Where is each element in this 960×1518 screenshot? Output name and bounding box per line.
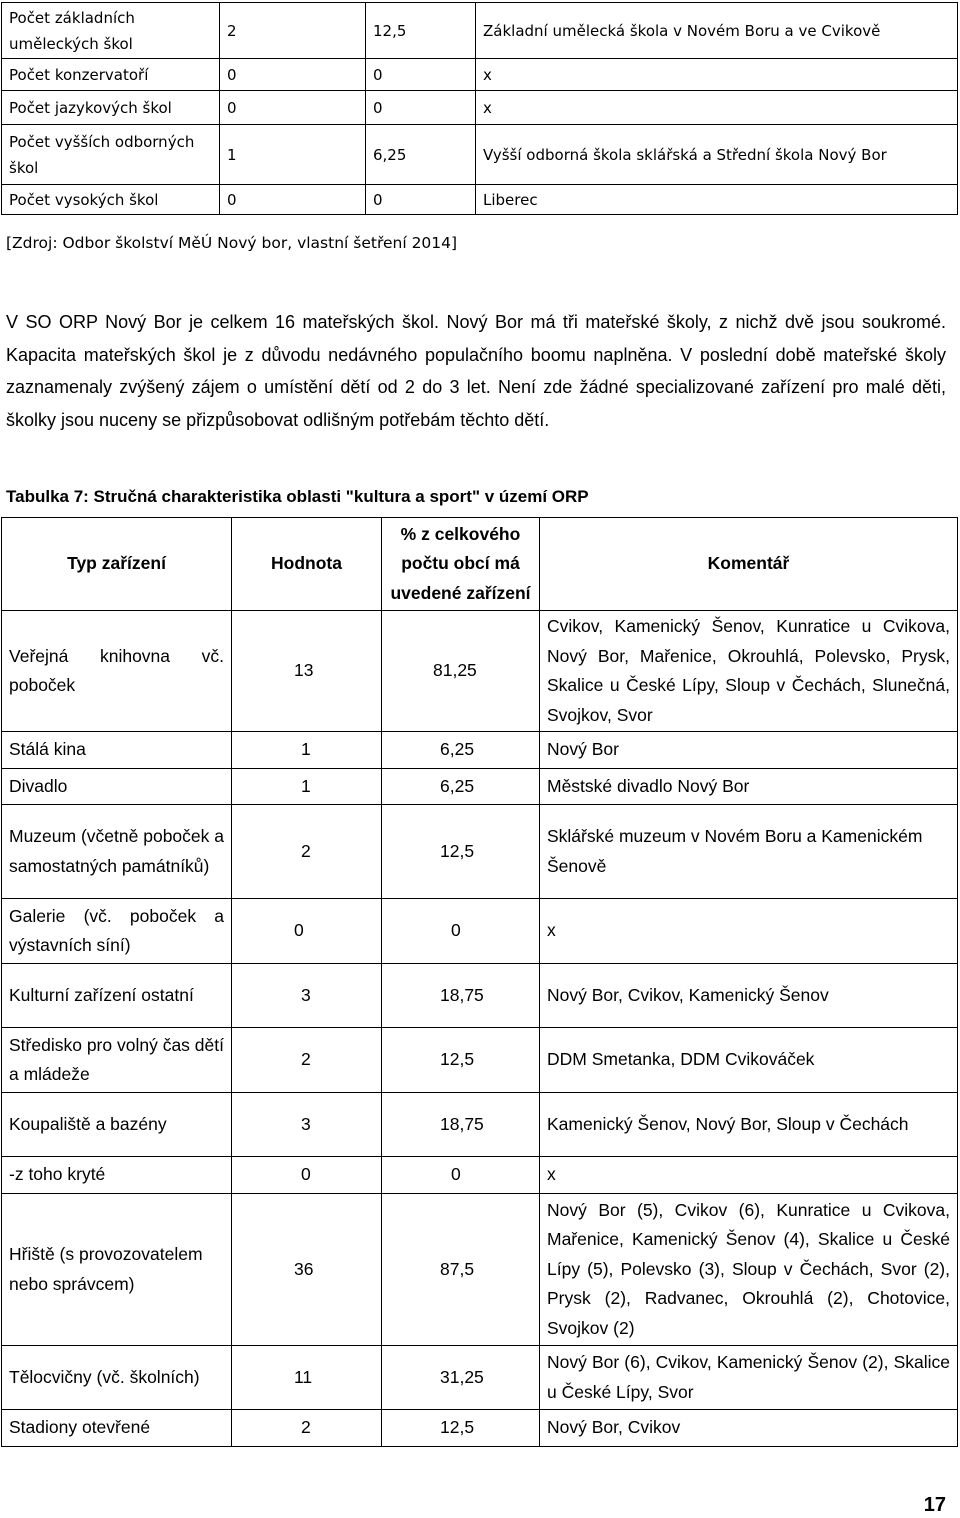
table-row (2, 125, 958, 185)
row-comment: Nový Bor, Cvikov (540, 1410, 958, 1447)
schools-table (1, 2, 958, 215)
culture-sport-table (1, 517, 958, 1447)
header-value: Hodnota (232, 518, 382, 611)
row-comment: Městské divadlo Nový Bor (540, 769, 958, 805)
row-type: Tělocvičny (vč. školních) (2, 1346, 232, 1410)
row-label: Počet vyšších odborných škol (2, 125, 220, 185)
row-type: Veřejná knihovna vč. poboček (2, 611, 232, 732)
row-comment: Vyšší odborná škola sklářská a Střední škola Nový Bor (476, 125, 958, 185)
row-comment: Nový Bor (540, 732, 958, 769)
row-comment: Kamenický Šenov, Nový Bor, Sloup v Čechách (540, 1093, 958, 1157)
row-comment: DDM Smetanka, DDM Cvikováček (540, 1028, 958, 1093)
row-value: 36 (232, 1194, 382, 1346)
row-comment: x (476, 91, 958, 125)
row-percent: 12,5 (382, 1410, 540, 1447)
row-percent: 0 (382, 1157, 540, 1194)
row-type: Stadiony otevřené (2, 1410, 232, 1447)
table-row (2, 1410, 958, 1447)
row-percent: 81,25 (382, 611, 540, 732)
table-row (2, 805, 958, 899)
row-type: Stálá kina (2, 732, 232, 769)
row-percent: 18,75 (382, 964, 540, 1028)
row-type: Muzeum (včetně poboček a samostatných památníků) (2, 805, 232, 899)
row-count: 0 (220, 59, 366, 91)
row-type: Galerie (vč. poboček a výstavních síní) (2, 899, 232, 964)
row-value: 0 (232, 1157, 382, 1194)
table-row (2, 1028, 958, 1093)
row-percent: 31,25 (382, 1346, 540, 1410)
row-label: Počet konzervatoří (2, 59, 220, 91)
row-value: 13 (232, 611, 382, 732)
row-percent: 6,25 (382, 769, 540, 805)
table-row (2, 899, 958, 964)
body-paragraph: V SO ORP Nový Bor je celkem 16 mateřských škol. Nový Bor má tři mateřské školy, z nichž dvě jsou soukromé. Kapacita mateřských škol je z důvodu nedávného populačního boomu naplněna. V poslední době mateřské školy zaznamenaly zvýšený zájem o umístění dětí od 2 do 3 let. Není zde žádné specializované zařízení pro malé děti, školky jsou nuceny se přizpůsobovat odlišným potřebám těchto dětí. (6, 312, 946, 430)
row-percent: 12,5 (382, 805, 540, 899)
table-row (2, 185, 958, 215)
row-value: 3 (232, 964, 382, 1028)
table-row (2, 1194, 958, 1346)
row-count: 0 (220, 91, 366, 125)
table-caption: Tabulka 7: Stručná charakteristika oblasti "kultura a sport" v území ORP (6, 487, 589, 506)
table-row (2, 964, 958, 1028)
page-number: 17 (923, 1494, 946, 1516)
row-comment: Liberec (476, 185, 958, 215)
row-count: 2 (220, 3, 366, 59)
row-value: 11 (232, 1346, 382, 1410)
row-percent: 0 (366, 185, 476, 215)
row-percent: 12,5 (382, 1028, 540, 1093)
row-label: Počet jazykových škol (2, 91, 220, 125)
row-percent: 0 (366, 59, 476, 91)
row-value: 0 (232, 899, 382, 964)
row-comment: Nový Bor (5), Cvikov (6), Kunratice u Cvikova, Mařenice, Kamenický Šenov (4), Skalice u České Lípy (5), Polevsko (3), Sloup v Čechách, Svor (2), Prysk (2), Radvanec, Okrouhlá (2), Chotovice, Svojkov (2) (540, 1194, 958, 1346)
row-percent: 0 (366, 91, 476, 125)
table-row (2, 611, 958, 732)
row-comment: Cvikov, Kamenický Šenov, Kunratice u Cvikova, Nový Bor, Mařenice, Okrouhlá, Polevsko, Prysk, Skalice u České Lípy, Sloup v Čechách, Slunečná, Svojkov, Svor (540, 611, 958, 732)
table-row (2, 732, 958, 769)
row-type: Středisko pro volný čas dětí a mládeže (2, 1028, 232, 1093)
row-type: Koupaliště a bazény (2, 1093, 232, 1157)
row-count: 1 (220, 125, 366, 185)
row-type: Divadlo (2, 769, 232, 805)
row-type: Hřiště (s provozovatelem nebo správcem) (2, 1194, 232, 1346)
row-comment: x (476, 59, 958, 91)
row-percent: 0 (382, 899, 540, 964)
row-percent: 12,5 (366, 3, 476, 59)
row-type: -z toho kryté (2, 1157, 232, 1194)
table-row (2, 769, 958, 805)
table-row (2, 1157, 958, 1194)
row-percent: 6,25 (382, 732, 540, 769)
row-percent: 6,25 (366, 125, 476, 185)
source-note: [Zdroj: Odbor školství MěÚ Nový bor, vlastní šetření 2014] (6, 234, 458, 252)
header-percent: % z celkového počtu obcí má uvedené zařízení (382, 518, 540, 611)
row-value: 2 (232, 1410, 382, 1447)
row-comment: Základní umělecká škola v Novém Boru a ve Cvikově (476, 3, 958, 59)
row-comment: Nový Bor, Cvikov, Kamenický Šenov (540, 964, 958, 1028)
row-label: Počet vysokých škol (2, 185, 220, 215)
row-comment: x (540, 1157, 958, 1194)
row-comment: Nový Bor (6), Cvikov, Kamenický Šenov (2), Skalice u České Lípy, Svor (540, 1346, 958, 1410)
row-percent: 18,75 (382, 1093, 540, 1157)
header-comment: Komentář (540, 518, 958, 611)
row-comment: Sklářské muzeum v Novém Boru a Kamenickém Šenově (540, 805, 958, 899)
table-row (2, 91, 958, 125)
row-value: 1 (232, 769, 382, 805)
row-percent: 87,5 (382, 1194, 540, 1346)
row-type: Kulturní zařízení ostatní (2, 964, 232, 1028)
row-value: 2 (232, 805, 382, 899)
row-count: 0 (220, 185, 366, 215)
row-label: Počet základních uměleckých škol (2, 3, 220, 59)
table-row (2, 59, 958, 91)
row-value: 3 (232, 1093, 382, 1157)
row-comment: x (540, 899, 958, 964)
table-row (2, 1346, 958, 1410)
header-type: Typ zařízení (2, 518, 232, 611)
table-row (2, 1093, 958, 1157)
table-row (2, 3, 958, 59)
row-value: 1 (232, 732, 382, 769)
row-value: 2 (232, 1028, 382, 1093)
table-header-row (2, 518, 958, 611)
